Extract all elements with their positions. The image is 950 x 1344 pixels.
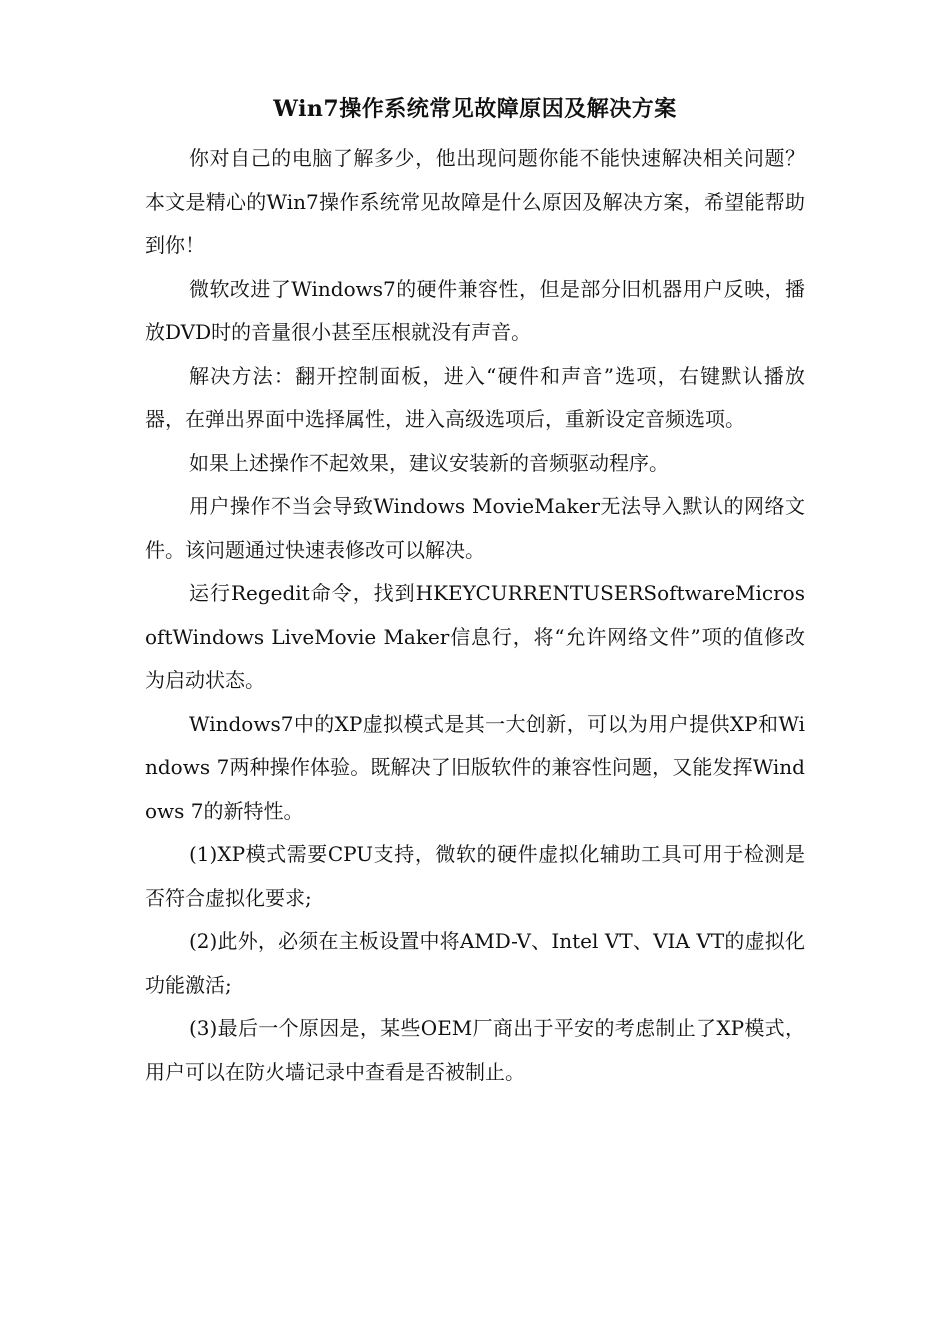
paragraph-intro: 你对自己的电脑了解多少，他出现问题你能不能快速解决相关问题？本文是精心的Win7操作系统常见故障是什么原因及解决方案，希望能帮助到你！: [145, 146, 805, 257]
document-title: Win7操作系统常见故障原因及解决方案: [273, 96, 677, 122]
document-page: [145, 92, 805, 1094]
paragraph-moviemaker-issue: 用户操作不当会导致Windows MovieMaker无法导入默认的网络文件。该问题通过快速表修改可以解决。: [145, 494, 805, 562]
paragraph-xp-mode-bios: (2)此外，必须在主板设置中将AMD-V、Intel VT、VIA VT的虚拟化功能激活;: [145, 929, 805, 997]
paragraph-dvd-volume-issue: 微软改进了Windows7的硬件兼容性，但是部分旧机器用户反映，播放DVD时的音量很小甚至压根就没有声音。: [145, 276, 805, 344]
paragraph-xp-mode-cpu: (1)XP模式需要CPU支持，微软的硬件虚拟化辅助工具可用于检测是否符合虚拟化要求;: [145, 842, 805, 910]
paragraph-xp-mode-intro: Windows7中的XP虚拟模式是其一大创新，可以为用户提供XP和Windows 7两种操作体验。既解决了旧版软件的兼容性问题，又能发挥Windows 7的新特性。: [145, 711, 805, 823]
paragraph-xp-mode-oem: (3)最后一个原因是，某些OEM厂商出于平安的考虑制止了XP模式，用户可以在防火墙记录中查看是否被制止。: [145, 1016, 805, 1084]
paragraph-regedit-solution: 运行Regedit命令，找到HKEYCURRENTUSERSoftwareMicrosoftWindows LiveMovie Maker信息行，将“允许网络文件”项的值修改为启动状态。: [145, 581, 805, 692]
paragraph-driver-suggestion: 如果上述操作不起效果，建议安装新的音频驱动程序。: [189, 450, 669, 475]
paragraph-audio-solution: 解决方法：翻开控制面板，进入“硬件和声音”选项，右键默认播放器，在弹出界面中选择属性，进入高级选项后，重新设定音频选项。: [145, 363, 805, 431]
